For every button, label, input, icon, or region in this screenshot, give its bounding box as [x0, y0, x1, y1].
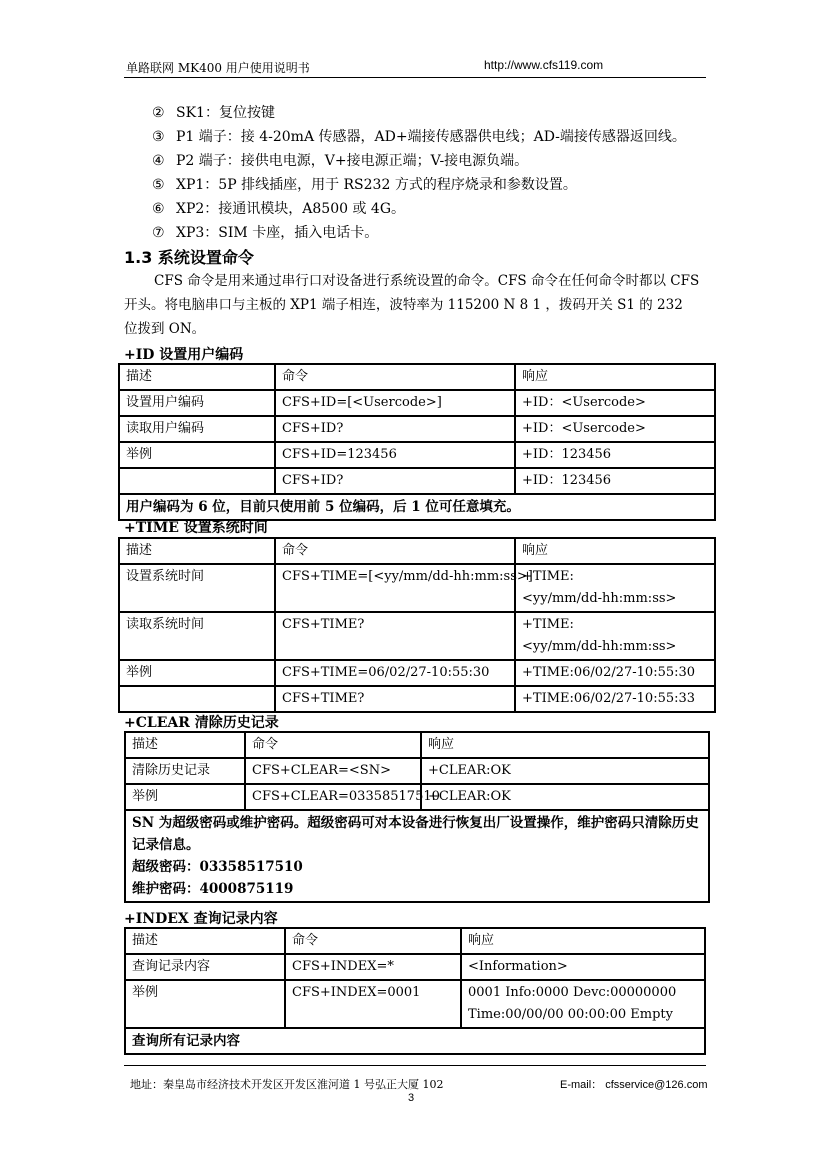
table-row	[125, 784, 709, 810]
table-row	[125, 954, 705, 980]
header-cell: 命令	[275, 538, 515, 564]
list-item	[152, 101, 686, 125]
table-cell: +ID：<Usercode>	[515, 416, 715, 442]
list-item-number: ⑤	[152, 177, 165, 193]
response-line: 0001 Info:0000 Devc:00000000	[468, 985, 677, 1000]
header-cell: 响应	[461, 928, 705, 954]
footer-email[interactable]: E-mail： cfsservice@126.com	[560, 1079, 708, 1091]
list-item-number: ②	[152, 105, 165, 121]
list-item-number: ⑦	[152, 225, 165, 241]
table-header-row	[119, 364, 715, 390]
header-cell: 描述	[119, 538, 275, 564]
table-row	[125, 980, 705, 1028]
list-item-text: XP2：接通讯模块，A8500 或 4G。	[176, 201, 406, 217]
table-cell: CFS+CLEAR=03358517510	[245, 784, 421, 810]
table-cell	[461, 980, 705, 1028]
table-cell: <Information>	[461, 954, 705, 980]
table-cell: 查询记录内容	[125, 954, 285, 980]
table-cell: +ID：123456	[515, 468, 715, 494]
list-item-text: P1 端子：接 4-20mA 传感器，AD+端接传感器供电线；AD-端接传感器返回线。	[176, 129, 686, 145]
table-cell: +TIME:06/02/27-10:55:30	[515, 660, 715, 686]
table-cell: +ID：123456	[515, 442, 715, 468]
paragraph-line: CFS 命令是用来通过串行口对设备进行系统设置的命令。CFS 命令在任何命令时都以 CFS	[154, 273, 700, 289]
time-command-table	[118, 537, 716, 713]
table-cell: CFS+TIME=06/02/27-10:55:30	[275, 660, 515, 686]
table-note: 用户编码为 6 位，目前只使用前 5 位编码，后 1 位可任意填充。	[119, 494, 715, 520]
table-note-row	[125, 810, 709, 902]
table-cell: 举例	[125, 784, 245, 810]
table-cell: 设置系统时间	[119, 564, 275, 612]
header-cell: 响应	[515, 364, 715, 390]
clear-command-table	[124, 731, 710, 903]
header-cell: 描述	[125, 732, 245, 758]
table-note	[125, 810, 709, 902]
footer-address: 地址：秦皇岛市经济技术开发区开发区淮河道 1 号弘正大厦 102	[130, 1078, 444, 1091]
table-cell: CFS+TIME=[<yy/mm/dd-hh:mm:ss>]	[275, 564, 515, 612]
table-cell	[515, 564, 715, 612]
header-cell: 响应	[515, 538, 715, 564]
response-line: +TIME:	[522, 569, 574, 584]
header-cell: 命令	[285, 928, 461, 954]
table-cell: CFS+ID?	[275, 416, 515, 442]
header-url[interactable]: http://www.cfs119.com	[484, 58, 604, 72]
table-row	[119, 660, 715, 686]
table-row	[119, 564, 715, 612]
header-title: 单路联网 MK400 用户使用说明书	[126, 61, 310, 75]
table-row	[119, 612, 715, 660]
response-line: Time:00/00/00 00:00:00 Empty	[468, 1007, 673, 1022]
response-line: +TIME:	[522, 617, 574, 632]
list-item-text: SK1：复位按键	[176, 105, 275, 121]
index-command-table	[124, 927, 706, 1055]
table-cell: 清除历史记录	[125, 758, 245, 784]
header-cell: 命令	[245, 732, 421, 758]
table-cell: 读取用户编码	[119, 416, 275, 442]
table-cell	[515, 612, 715, 660]
header-cell: 响应	[421, 732, 709, 758]
section-paragraph	[124, 269, 708, 341]
header-cell: 命令	[275, 364, 515, 390]
paragraph-line: 开头。将电脑串口与主板的 XP1 端子相连，波特率为 115200 N 8 1 ，拨码开关 S1 的 232	[124, 297, 683, 313]
table-cell: 举例	[119, 442, 275, 468]
table-row	[119, 468, 715, 494]
response-line: <yy/mm/dd-hh:mm:ss>	[522, 639, 677, 654]
table-cell: 举例	[119, 660, 275, 686]
note-line: 超级密码：03358517510	[132, 859, 303, 875]
note-line: 维护密码：4000875119	[132, 881, 294, 897]
list-item-text: P2 端子：接供电电源，V+接电源正端；V-接电源负端。	[176, 153, 529, 169]
list-item	[152, 221, 686, 245]
list-item-number: ⑥	[152, 201, 165, 217]
table-cell: 设置用户编码	[119, 390, 275, 416]
page-number: 3	[408, 1092, 415, 1104]
table-cell: 举例	[125, 980, 285, 1028]
table-cell: +CLEAR:OK	[421, 758, 709, 784]
list-item	[152, 149, 686, 173]
table-cell: CFS+ID=123456	[275, 442, 515, 468]
table-cell: CFS+TIME?	[275, 612, 515, 660]
table-header-row	[119, 538, 715, 564]
id-command-table	[118, 363, 716, 521]
table-header-row	[125, 928, 705, 954]
table-cell: +TIME:06/02/27-10:55:33	[515, 686, 715, 712]
section-heading: 1.3 系统设置命令	[124, 248, 254, 267]
table-row	[119, 686, 715, 712]
table-cell: 读取系统时间	[119, 612, 275, 660]
table-cell: CFS+ID?	[275, 468, 515, 494]
list-item	[152, 197, 686, 221]
table-cell: CFS+ID=[<Usercode>]	[275, 390, 515, 416]
table-cell	[119, 686, 275, 712]
clear-table-title: +CLEAR 清除历史记录	[124, 715, 279, 731]
list-item-text: XP3：SIM 卡座，插入电话卡。	[176, 225, 379, 241]
table-cell: CFS+CLEAR=<SN>	[245, 758, 421, 784]
response-line: <yy/mm/dd-hh:mm:ss>	[522, 591, 677, 606]
table-cell: CFS+INDEX=*	[285, 954, 461, 980]
header-cell: 描述	[125, 928, 285, 954]
table-note: 查询所有记录内容	[125, 1028, 705, 1054]
table-cell: +CLEAR:OK	[421, 784, 709, 810]
id-table-title: +ID 设置用户编码	[124, 347, 244, 363]
table-row	[125, 758, 709, 784]
footer-divider	[124, 1065, 706, 1066]
table-cell: CFS+INDEX=0001	[285, 980, 461, 1028]
paragraph-line: 位拨到 ON。	[124, 321, 206, 337]
note-line: SN 为超级密码或维护密码。超级密码可对本设备进行恢复出厂设置操作，维护密码只清除历史记录信息。	[132, 815, 699, 853]
table-note-row	[125, 1028, 705, 1054]
table-row	[119, 442, 715, 468]
time-table-title: +TIME 设置系统时间	[124, 520, 268, 536]
list-item-number: ③	[152, 129, 165, 145]
header-cell: 描述	[119, 364, 275, 390]
table-cell	[119, 468, 275, 494]
table-cell: CFS+TIME?	[275, 686, 515, 712]
table-cell: +ID：<Usercode>	[515, 390, 715, 416]
header-divider	[124, 77, 706, 78]
index-table-title: +INDEX 查询记录内容	[124, 911, 278, 927]
table-row	[119, 390, 715, 416]
table-row	[119, 416, 715, 442]
list-item	[152, 125, 686, 149]
terminal-list	[152, 101, 686, 245]
list-item	[152, 173, 686, 197]
list-item-number: ④	[152, 153, 165, 169]
table-header-row	[125, 732, 709, 758]
list-item-text: XP1：5P 排线插座，用于 RS232 方式的程序烧录和参数设置。	[176, 177, 577, 193]
